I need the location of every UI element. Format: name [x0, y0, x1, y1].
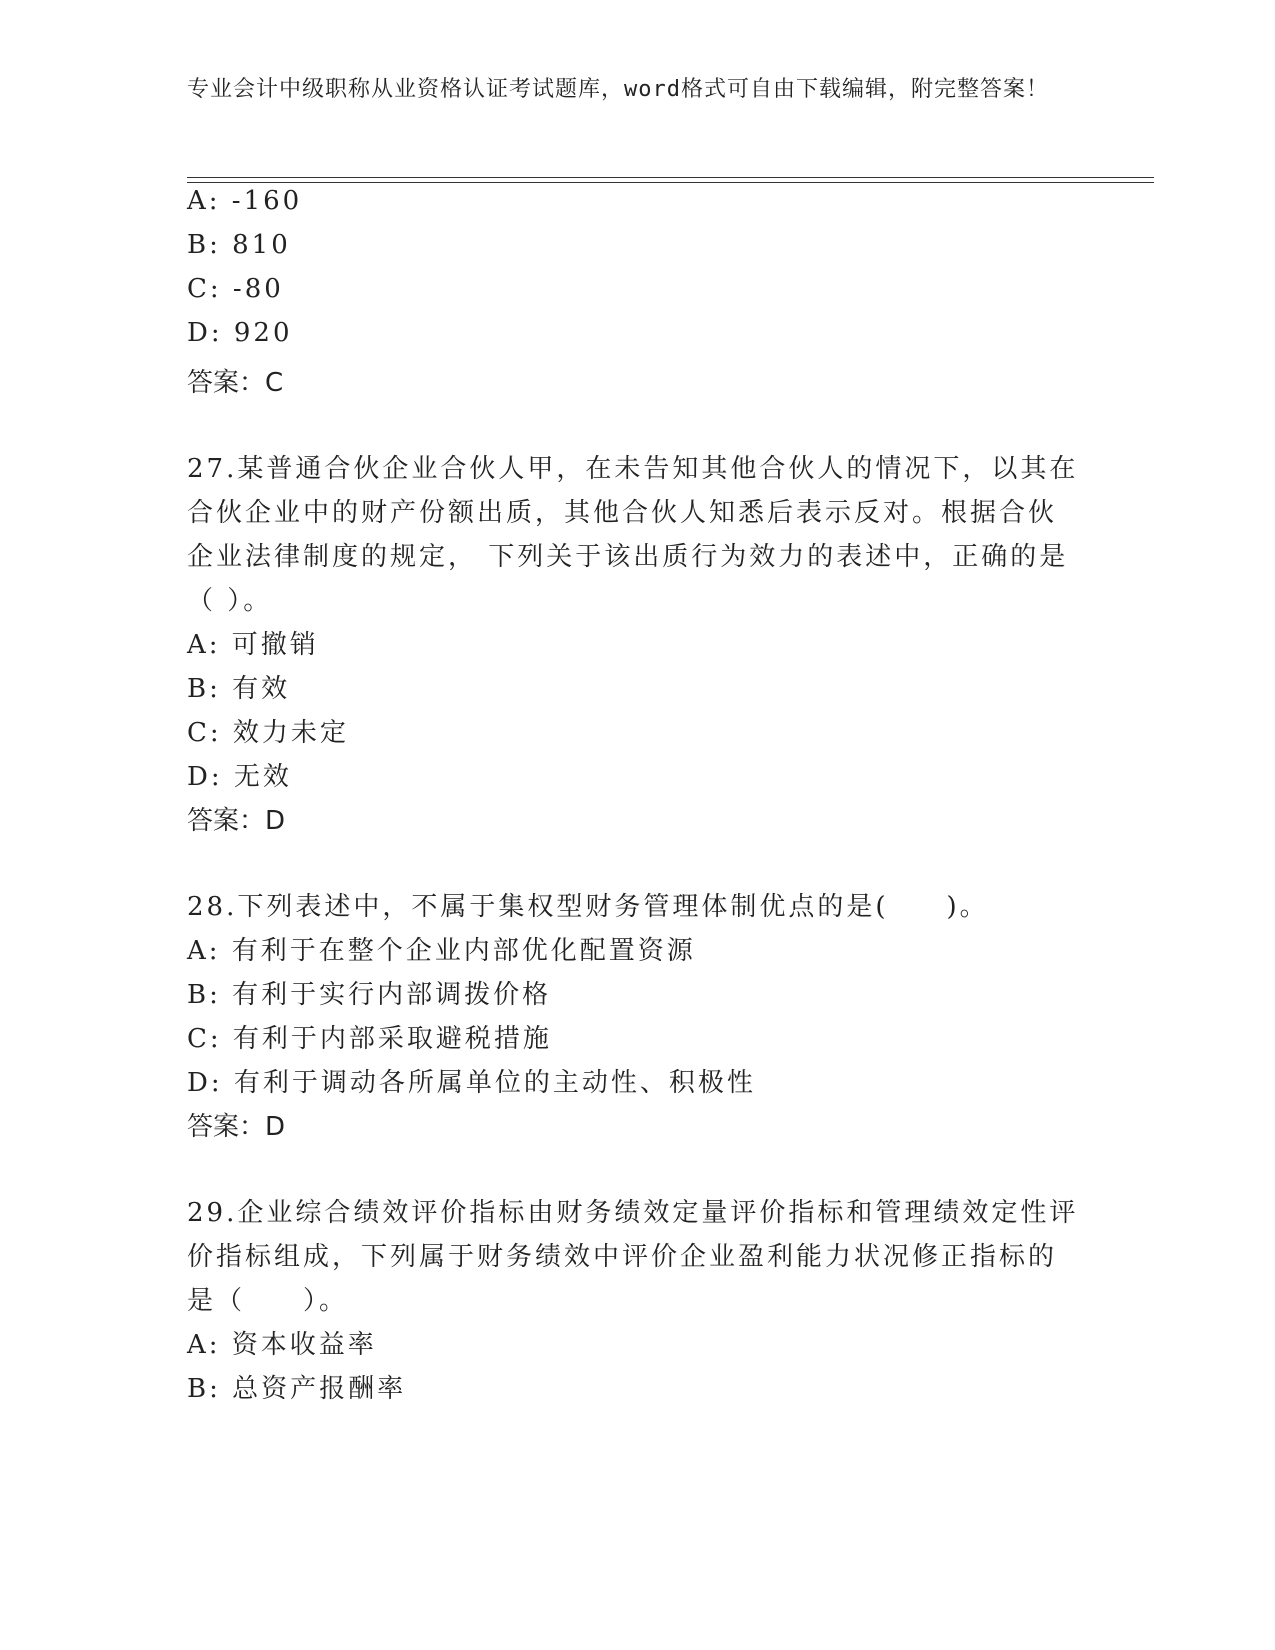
option-a: A: -160: [187, 186, 303, 216]
option-d: D: 有利于调动各所属单位的主动性、积极性: [187, 1068, 756, 1098]
option-b: B: 有效: [187, 674, 291, 704]
option-a: A: 资本收益率: [187, 1330, 377, 1360]
option-b: B: 有利于实行内部调拨价格: [187, 980, 552, 1010]
document-header: 专业会计中级职称从业资格认证考试题库，word格式可自由下载编辑，附完整答案！: [187, 77, 1049, 102]
option-a: A: 有利于在整个企业内部优化配置资源: [187, 936, 696, 966]
option-d: D: 920: [187, 318, 293, 348]
question-27-text: 27.某普通合伙企业合伙人甲，在未告知其他合伙人的情况下，以其在: [187, 454, 1079, 484]
answer-line: 答案：D: [187, 806, 286, 836]
option-b: B: 810: [187, 230, 291, 260]
option-c: C: 效力未定: [187, 718, 349, 748]
question-29-text: 29.企业综合绩效评价指标由财务绩效定量评价指标和管理绩效定性评: [187, 1198, 1079, 1228]
option-c: C: -80: [187, 274, 284, 304]
header-divider-thin: [187, 182, 1154, 183]
question-27-text: 企业法律制度的规定， 下列关于该出质行为效力的表述中，正确的是: [187, 542, 1069, 572]
answer-line: 答案：D: [187, 1112, 286, 1142]
option-d: D: 无效: [187, 762, 292, 792]
question-27-text: （ ）。: [187, 586, 273, 616]
option-c: C: 有利于内部采取避税措施: [187, 1024, 552, 1054]
header-divider: [187, 177, 1154, 178]
option-a: A: 可撤销: [187, 630, 319, 660]
question-29-text: 价指标组成，下列属于财务绩效中评价企业盈利能力状况修正指标的: [187, 1242, 1058, 1272]
question-29-text: 是（ ）。: [187, 1286, 349, 1316]
answer-line: 答案：C: [187, 368, 284, 398]
question-27-text: 合伙企业中的财产份额出质，其他合伙人知悉后表示反对。根据合伙: [187, 498, 1058, 528]
option-b: B: 总资产报酬率: [187, 1374, 407, 1404]
question-28-text: 28.下列表述中，不属于集权型财务管理体制优点的是( )。: [187, 892, 989, 922]
